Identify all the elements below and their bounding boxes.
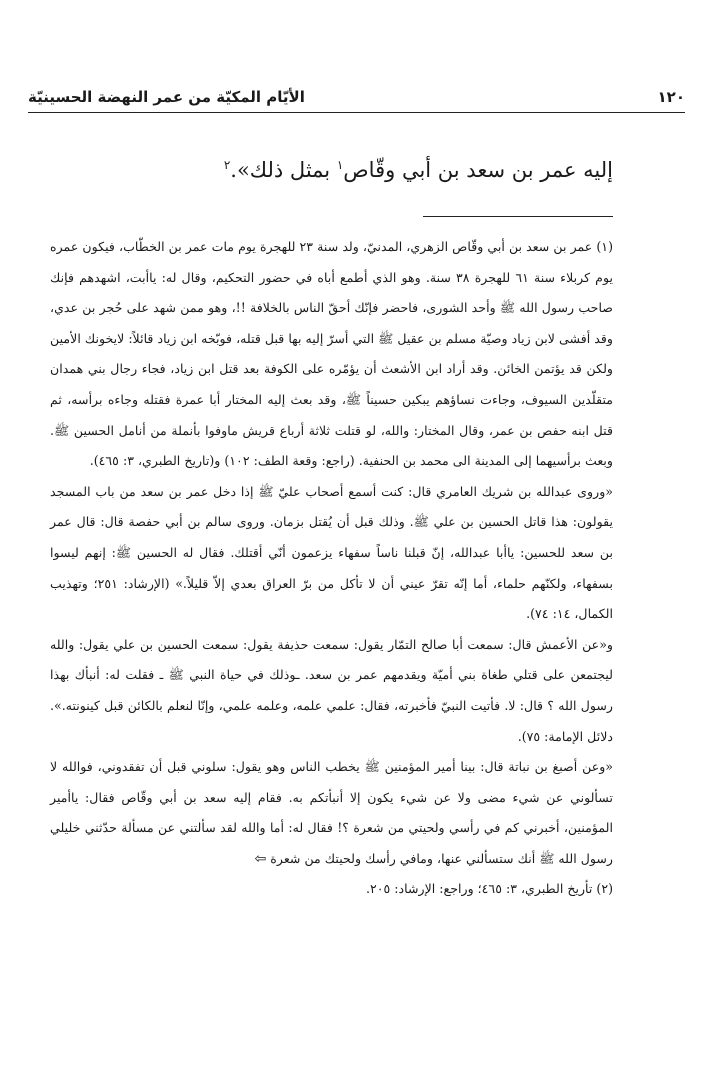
body-text-start: إليه عمر بن سعد بن أبي وقّاص: [343, 158, 613, 182]
footnote-2: (٢) تأريخ الطبري، ٣: ٤٦٥؛ وراجع: الإرشاد: ٢٠٥.: [365, 881, 613, 897]
body-text-end: بمثل ذلك».: [230, 158, 337, 182]
footnote-1-narration-asbagh: [50, 752, 613, 874]
body-text: [93, 145, 613, 190]
running-title: الأيّام المكيّة من عمر النهضة الحسينيّة: [28, 88, 305, 106]
footnote-rule: [423, 216, 613, 217]
footnote-1-narration-asbagh-text: «وعن أصبغ بن نباتة قال: بينا أمير المؤمنين ﷺ يخطب الناس وهو يقول: سلوني قبل أن تفقدوني، فوالله لا تسألوني عن شيء مضى ولا عن شيء يكون إلا أنبأتكم به. فقام إليه سعد بن أبي وقّاص فقال: ياأمير المؤمنين، أخبرني كم في رأسي ولحيتي من شعرة ؟! فقال له: أما والله لقد سألتني عن مسألة حدّثني خليلي رسول الله ﷺ أنك ستسألني عنها، ومافي رأسك ولحيتك من شعرة: [50, 759, 613, 866]
page-header: [28, 72, 685, 106]
footnote-1-narration-amash: و«عن الأعمش قال: سمعت أبا صالح التمّار يقول: سمعت حذيفة يقول: سمعت الحسين بن علي يقول: والله ليجتمعن على قتلي طغاة بني أميّة ويقدمهم عمر بن سعد. ـوذلك في حياة النبي ﷺ ـ فقلت له: أنبأك بهذا رسول الله ؟ قال: لا. فأتيت النبيّ فأخبرته، فقال: علمي علمه، وعلمه علمي، وإنّا لنعلم بالكائن قبل كينونته.». دلائل الإمامة: ٧٥).: [50, 636, 613, 744]
page-number: ١٢٠: [657, 88, 685, 106]
footnote-1-bio: (١) عمر بن سعد بن أبي وقّاص الزهري، المدنيّ، ولد سنة ٢٣ للهجرة يوم مات عمر بن الخطّاب، فيكون عمره يوم كربلاء سنة ٦١ للهجرة ٣٨ سنة. وهو الذي أطمع أباه في حضور التحكيم، وقال له: ياأبت، اشهدهم فإنك صاحب رسول الله ﷺ وأحد الشورى، فاحضر فإنّك أحقّ الناس بالخلافة !!، وهو ممن شهد على حُجر بن عدي، وقد أفشى لابن زياد وصيّة مسلم بن عقيل ﷺ التي أسرّ إليه بها قبل قتله، فوبّخه ابن زياد قائلاً: لايخونك الأمين ولكن قد يؤتمن الخائن. وقد أراد ابن الأشعث أن يؤمّره على الكوفة بعد قتل ابن زياد، فجاء رجال بني همدان متقلّدين السيوف، وجاءت نساؤهم يبكين حسيناً ﷺ، وقد بعث إليه المختار أبا عمرة فقتله وجاءه برأسه، ثم قتل ابنه حفص بن عمر، وقال المختار: والله، لو قتلت ثلاثة أرباع قريش ماوفوا بأنملة من أنامل الحسين ﷺ. وبعث برأسيهما إلى المدينة الى محمد بن الحنفية. (راجع: وقعة الطف: ١٠٢) و(تاريخ الطبري، ٣: ٤٦٥).: [50, 239, 613, 469]
continue-arrow-icon: ⇦: [254, 850, 267, 867]
footnote-mark-1: ١: [336, 158, 344, 172]
footnote-1-narration-sharik: «وروى عبدالله بن شريك العامري قال: كنت أسمع أصحاب عليّ ﷺ إذا دخل عمر بن سعد من باب المسجد يقولون: هذا قاتل الحسين بن علي ﷺ. وذلك قبل أن يُقتل بزمان. وروى سالم بن أبي حفصة قال: قال عمر بن سعد للحسين: ياأبا عبدالله، إنّ قبلنا ناساً سفهاء يزعمون أنّي أقتلك. فقال له الحسين ﷺ: إنهم ليسوا بسفهاء، ولكنّهم حلماء، أما إنّه تقرّ عيني أن لا تأكل من برّ العراق بعدي إلاّ قليلاً.» (الإرشاد: ٢٥١؛ وتهذيب الكمال، ١٤: ٧٤).: [50, 483, 613, 622]
header-rule: [28, 112, 685, 113]
footnotes: [50, 232, 613, 905]
footnote-mark-2: ٢: [223, 158, 231, 172]
